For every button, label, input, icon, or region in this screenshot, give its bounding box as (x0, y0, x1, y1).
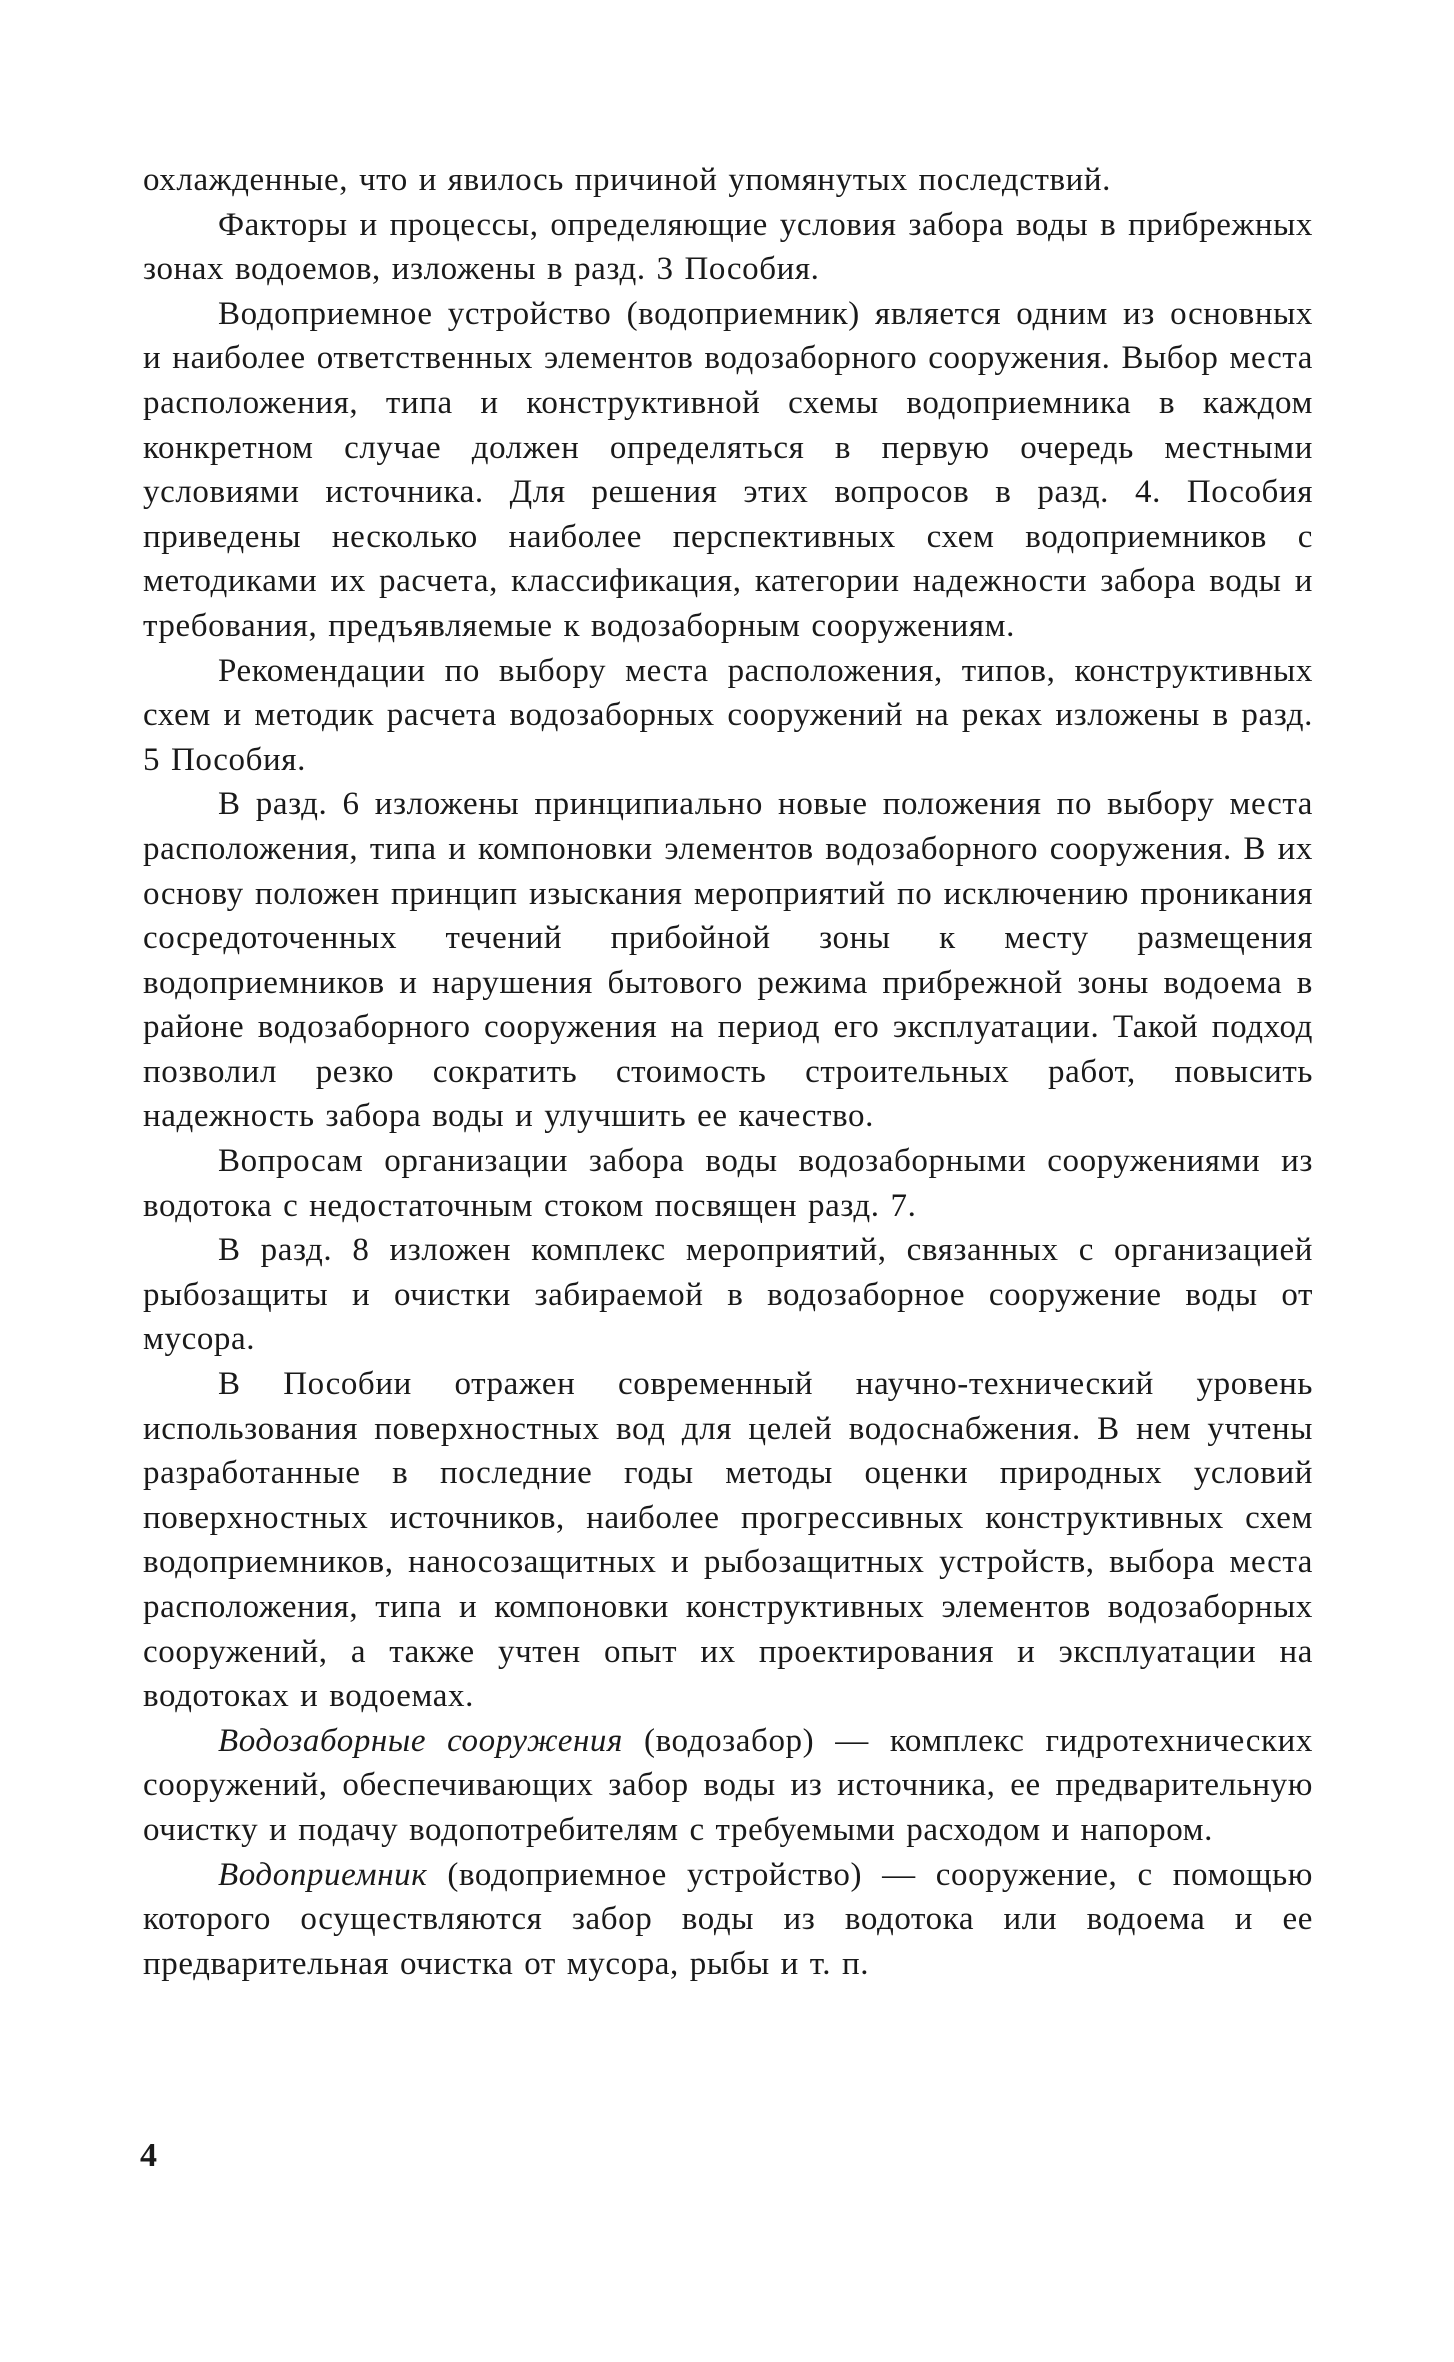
paragraph-section-8: В разд. 8 изложен комплекс мероприятий, связанных с организацией рыбозащиты и очистки забираемой в водозаборное сооружение воды от мусора. (143, 1232, 1313, 1358)
paragraph-factors: Факторы и процессы, определяющие условия забора воды в прибрежных зонах водоемов, изложены в разд. 3 Пособия. (143, 206, 1313, 288)
term-water-intake: Водозаборные сооружения (218, 1722, 623, 1759)
paragraph-recommendations: Рекомендации по выбору места расположения, типов, конструктивных схем и методик расчета водозаборных сооружений на реках изложены в разд. 5 Пособия. (143, 652, 1313, 778)
definition-intake-device-text: (водоприемное устройство) — сооружение, с помощью которого осуществляются забор воды из водотока или водоема и ее предварительная очистка от мусора, рыбы и т. п. (143, 1856, 1313, 1982)
definition-water-intake (143, 1719, 1313, 1853)
paragraph-continuation: охлажденные, что и явилось причиной упомянутых последствий. (143, 162, 1112, 198)
paragraph-manual-level: В Пособии отражен современный научно-технический уровень использования поверхностных вод для целей водоснабжения. В нем учтены разработанные в последние годы методы оценки природных условий поверхностных источников, наиболее прогрессивных конструктивных схем водоприемников, наносозащитных и рыбозащитных устройств, выбора места расположения, типа и компоновки конструктивных элементов водозаборных сооружений, а также учтен опыт их проектирования и эксплуатации на водотоках и водоемах. (143, 1366, 1313, 1715)
body-text (143, 158, 1313, 1986)
paragraph-intake-device: Водоприемное устройство (водоприемник) является одним из основных и наиболее ответственных элементов водозаборного сооружения. Выбор места расположения, типа и конструктивной схемы водоприемника в каждом конкретном случае должен определяться в первую очередь местными условиями источника. Для решения этих вопросов в разд. 4. Пособия приведены несколько наиболее перспективных схем водоприемников с методиками их расчета, классификация, категории надежности забора воды и требования, предъявляемые к водозаборным сооружениям. (143, 295, 1313, 644)
definition-intake-device (143, 1853, 1313, 1987)
definition-water-intake-text: (водозабор) — комплекс гидротехнических сооружений, обеспечивающих забор воды из источника, ее предварительную очистку и подачу водопотребителям с требуемыми расходом и напором. (143, 1722, 1313, 1848)
page-number: 4 (140, 2137, 157, 2174)
term-intake-device: Водоприемник (218, 1856, 428, 1893)
paragraph-section-6: В разд. 6 изложены принципиально новые положения по выбору места расположения, типа и компоновки элементов водозаборного сооружения. В их основу положен принцип изыскания мероприятий по исключению проникания сосредоточенных течений прибойной зоны к месту размещения водоприемников и нарушения бытового режима прибрежной зоны водоема в районе водозаборного сооружения на период его эксплуатации. Такой подход позволил резко сократить стоимость строительных работ, повысить надежность забора воды и улучшить ее качество. (143, 786, 1313, 1135)
paragraph-section-7: Вопросам организации забора воды водозаборными сооружениями из водотока с недостаточным стоком посвящен разд. 7. (143, 1143, 1313, 1224)
